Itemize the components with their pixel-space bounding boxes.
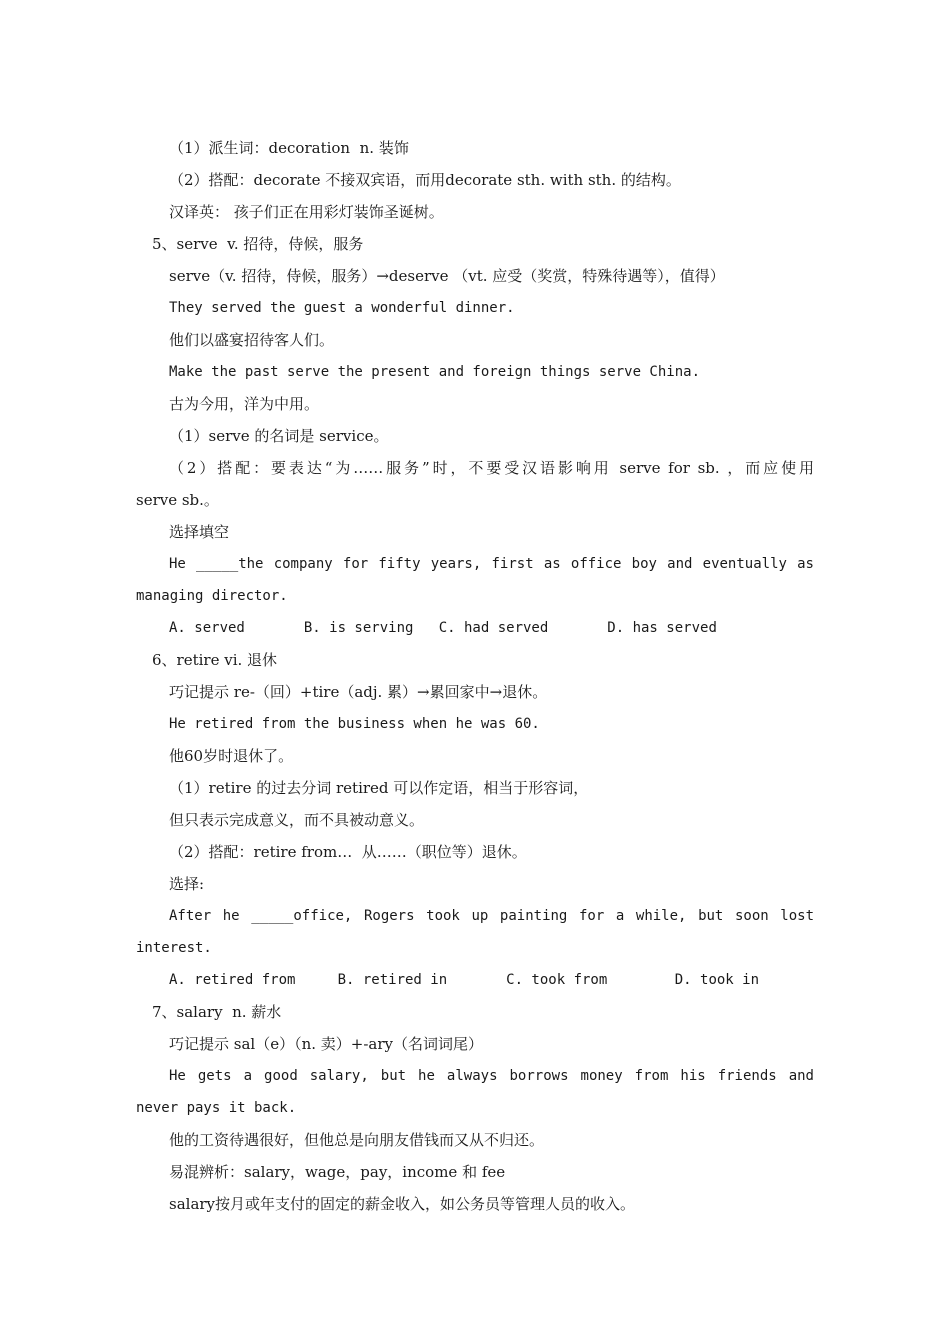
text-line: salary按月或年支付的固定的薪金收入，如公务员等管理人员的收入。 [169,1195,636,1213]
text-line: 汉译英： 孩子们正在用彩灯装饰圣诞树。 [169,203,444,221]
text-line: serve sb.。 [136,491,219,509]
section-heading: 7、salary n. 薪水 [152,1003,282,1021]
translation-line: 他们以盛宴招待客人们。 [169,331,335,349]
text-line: 但只表示完成意义，而不具被动意义。 [169,811,425,829]
exercise-question: After he _____office, Rogers took up painting for a while, but soon lost [169,908,814,924]
text-line: （2）搭配：retire from… 从……（职位等）退休。 [169,843,527,861]
exercise-options: A. retired from B. retired in C. took from D. took in [169,972,760,988]
text-line: 巧记提示 re-（回）+tire（adj. 累）→累回家中→退休。 [169,683,548,701]
text-line: （2）搭配：decorate 不接双宾语，而用decorate sth. with sth. 的结构。 [169,171,681,189]
translation-line: 他60岁时退休了。 [169,747,294,765]
text-line: （1）派生词：decoration n. 装饰 [169,139,409,157]
text-line: serve（v. 招待，侍候，服务）→deserve （vt. 应受（奖赏，特殊待遇等），值得） [169,267,725,285]
section-heading: 5、serve v. 招待，侍候，服务 [152,235,364,253]
section-heading: 6、retire vi. 退休 [152,651,278,669]
example-sentence: never pays it back. [136,1100,297,1116]
example-sentence: They served the guest a wonderful dinner. [169,300,515,316]
text-line: （1）serve 的名词是 service。 [169,427,389,445]
exercise-question: managing director. [136,588,288,604]
translation-line: 他的工资待遇很好，但他总是向朋友借钱而又从不归还。 [169,1131,545,1149]
example-sentence: He gets a good salary, but he always borrows money from his friends and [169,1068,814,1084]
exercise-options: A. served B. is serving C. had served D. has served [169,620,717,636]
translation-line: 古为今用，洋为中用。 [169,395,320,413]
exercise-question: He _____the company for fifty years, first as office boy and eventually as [169,556,814,572]
exercise-heading: 选择填空 [169,523,230,541]
example-sentence: Make the past serve the present and foreign things serve China. [169,364,701,380]
exercise-heading: 选择: [169,875,205,893]
text-line: 易混辨析：salary，wage，pay，income 和 fee [169,1163,506,1181]
text-line: （2）搭配：要表达“为……服务”时，不要受汉语影响用 serve for sb. ，而应使用 [169,459,814,477]
exercise-question: interest. [136,940,212,956]
text-line: 巧记提示 sal（e）（n. 卖）+-ary（名词词尾） [169,1035,484,1053]
example-sentence: He retired from the business when he was 60. [169,716,540,732]
text-line: （1）retire 的过去分词 retired 可以作定语，相当于形容词， [169,779,589,797]
